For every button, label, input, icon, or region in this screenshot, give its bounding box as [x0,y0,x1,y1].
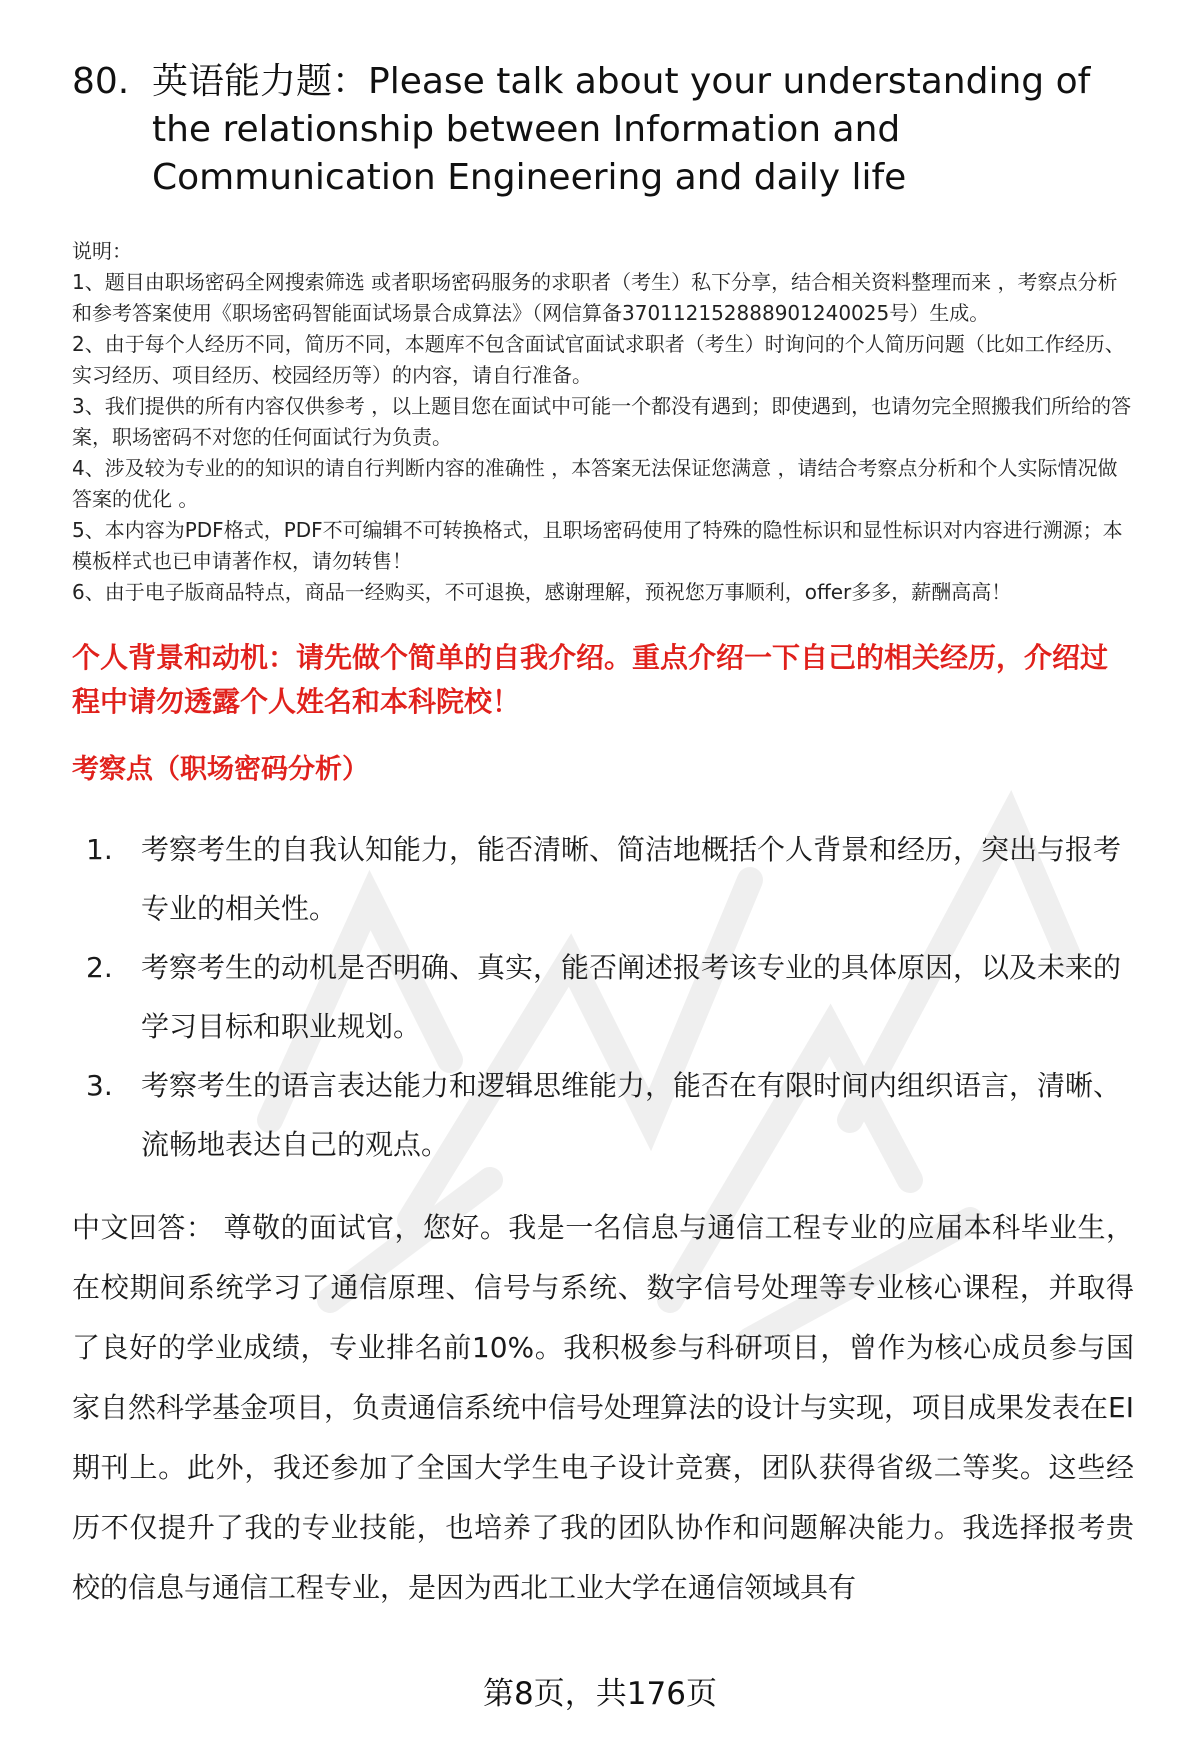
question-number: 80. [72,61,130,102]
note-item-3: 3、我们提供的所有内容仅供参考 ，以上题目您在面试中可能一个都没有遇到；即使遇到，也请勿完全照搬我们所给的答案，职场密码不对您的任何面试行为负责。 [72,394,1132,449]
list-item [72,820,1134,938]
notes-title: 说明： [72,239,132,263]
point-number: 1. [86,833,113,866]
note-item-4: 4、涉及较为专业的的知识的请自行判断内容的准确性 ，本答案无法保证您满意 ，请结合考察点分析和个人实际情况做答案的优化 。 [72,456,1118,511]
point-number: 3. [86,1069,113,1102]
question-text: 英语能力题：Please talk about your understanding of the relationship between Information and Communication Engineering and daily life [152,61,1091,198]
page-footer: 第8页，共176页 [483,1676,717,1712]
point-number: 2. [86,951,113,984]
note-item-1: 1、题目由职场密码全网搜索筛选 或者职场密码服务的求职者（考生）私下分享，结合相关资料整理而来 ，考察点分析和参考答案使用《职场密码智能面试场景合成算法》（网信算备370112152888901240025号）生成。 [72,270,1118,325]
section-heading: 个人背景和动机：请先做个简单的自我介绍。重点介绍一下自己的相关经历，介绍过程中请勿透露个人姓名和本科院校！ [72,641,1109,718]
note-item-6: 6、由于电子版商品特点，商品一经购买，不可退换，感谢理解，预祝您万事顺利，offer多多，薪酬高高！ [72,580,1012,604]
point-text: 考察考生的语言表达能力和逻辑思维能力，能否在有限时间内组织语言，清晰、流畅地表达自己的观点。 [141,1069,1122,1161]
analysis-subheading: 考察点（职场密码分析） [72,754,369,785]
point-text: 考察考生的自我认知能力，能否清晰、简洁地概括个人背景和经历，突出与报考专业的相关性。 [141,833,1122,925]
analysis-points-list [72,820,1134,1174]
note-item-2: 2、由于每个人经历不同，简历不同，本题库不包含面试官面试求职者（考生）时询问的个人简历问题（比如工作经历、实习经历、项目经历、校园经历等）的内容，请自行准备。 [72,332,1125,387]
point-text: 考察考生的动机是否明确、真实，能否阐述报考该专业的具体原因，以及未来的学习目标和职业规划。 [141,951,1122,1043]
chinese-answer-paragraph: 中文回答： 尊敬的面试官，您好。我是一名信息与通信工程专业的应届本科毕业生，在校期间系统学习了通信原理、信号与系统、数字信号处理等专业核心课程，并取得了良好的学业成绩，专业排名前10%。我积极参与科研项目，曾作为核心成员参与国家自然科学基金项目，负责通信系统中信号处理算法的设计与实现，项目成果发表在EI期刊上。此外，我还参加了全国大学生电子设计竞赛，团队获得省级二等奖。这些经历不仅提升了我的专业技能，也培养了我的团队协作和问题解决能力。我选择报考贵校的信息与通信工程专业，是因为西北工业大学在通信领域具有 [72,1211,1134,1604]
notes-section [72,236,1134,608]
list-item [72,1056,1134,1174]
note-item-5: 5、本内容为PDF格式，PDF不可编辑不可转换格式，且职场密码使用了特殊的隐性标识和显性标识对内容进行溯源；本模板样式也已申请著作权，请勿转售！ [72,518,1123,573]
question-block [72,58,1134,202]
list-item [72,938,1134,1056]
page-content [72,58,1134,1618]
